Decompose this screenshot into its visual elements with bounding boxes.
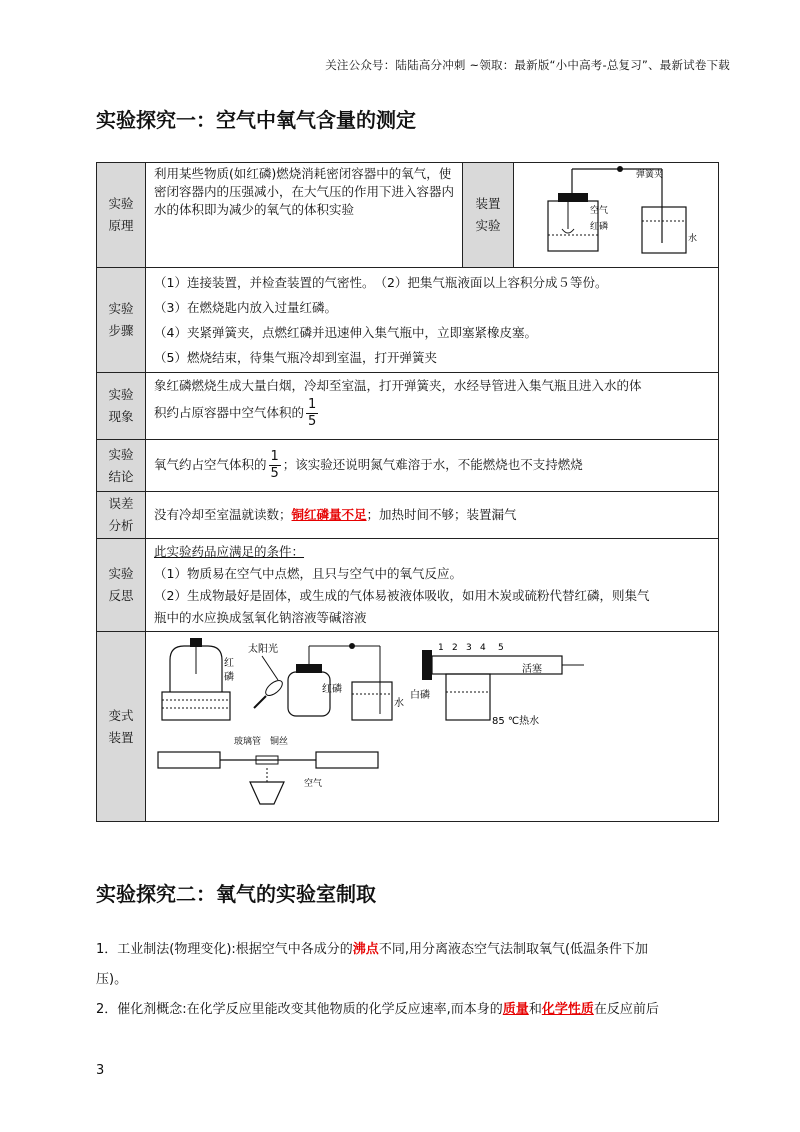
phenomenon-text: 象红磷燃烧生成大量白烟，冷却至室温，打开弹簧夹，水经导管进入集气瓶且进入水的体 积约占原容器中空气体积的 $\frac{1}{5}$	[146, 373, 719, 440]
error-text: 没有冷却至室温就读数；铜红磷量不足；加热时间不够；装置漏气	[146, 492, 719, 539]
conclusion-label: 实验 结论	[97, 440, 146, 492]
error-label: 误差 分析	[97, 492, 146, 539]
clip-icon	[617, 166, 623, 172]
experiment-table	[96, 162, 719, 822]
paragraph-1: 1．工业制法(物理变化):根据空气中各成分的沸点不同,用分离液态空气法制取氧气(低温条件下加	[96, 942, 649, 957]
water-label: 水	[688, 234, 698, 244]
sunlight-label: 太阳光	[248, 644, 278, 655]
section2-title: 实验探究二：氧气的实验室制取	[96, 882, 376, 906]
syringe-white-p-device	[410, 643, 584, 727]
header-note: 关注公众号：陆陆高分冲刺 ~领取：最新版“小中高考-总复习”、最新试卷下载	[325, 58, 730, 72]
fraction-one-fifth-2: $\frac{1}{5}$	[270, 449, 279, 481]
steps-label: 实验 步骤	[97, 268, 146, 373]
glass-tube-label: 玻璃管	[234, 737, 262, 747]
red-p2-label: 红磷	[322, 684, 342, 695]
scale-4: 4	[480, 643, 486, 653]
scale-3: 3	[466, 643, 472, 653]
paragraph-1-cont: 压)。	[96, 972, 128, 987]
air-label: 空气	[590, 206, 609, 216]
stopper	[558, 193, 588, 202]
scale-1: 1	[438, 643, 444, 653]
step-5: （5）燃烧结束，待集气瓶冷却到室温，打开弹簧夹	[154, 350, 437, 365]
copper-wire-label: 铜丝	[270, 737, 289, 747]
step-3: （3）在燃烧匙内放入过量红磷。	[154, 300, 337, 315]
step-4: （4）夹紧弹簧夹，点燃红磷并迅速伸入集气瓶中，立即塞紧橡皮塞。	[154, 325, 537, 340]
phenomenon-label: 实验 现象	[97, 373, 146, 440]
variant-figure	[146, 632, 719, 822]
conclusion-text: 氧气约占空气体积的 $\frac{1}{5}$ ；该实验还说明氮气难溶于水，不能燃烧也不支持燃烧	[146, 440, 719, 492]
hot-water-label: 85 ℃热水	[492, 716, 540, 727]
spring-clip-label: 弹簧夹	[636, 170, 664, 180]
red-p-label-a: 红	[224, 658, 234, 669]
paragraph-2: 2．催化剂概念:在化学反应里能改变其他物质的化学反应速率,而本身的质量和化学性质在反应前后	[96, 1002, 659, 1017]
principle-label: 实验 原理	[97, 163, 146, 268]
air2-label: 空气	[304, 779, 323, 789]
reflect-text: 此实验药品应满足的条件： （1）物质易在空气中点燃，且只与空气中的氧气反应。 （2）生成物最好是固体，或生成的气体易被液体吸收，如用木炭或硫粉代替红磷，则集气 瓶中的水应换成氢氧化钠溶液等碱溶液	[146, 539, 719, 632]
variant-label: 变式 装置	[97, 632, 146, 822]
bell-jar-device	[162, 638, 234, 720]
sunlight-device	[248, 642, 404, 720]
scale-5: 5	[498, 643, 504, 653]
step-1-2: （1）连接装置，并检查装置的气密性。 （2）把集气瓶液面以上容积分成５等份。	[154, 275, 608, 290]
red-p-label: 红磷	[590, 222, 609, 232]
page-number: 3	[96, 1063, 105, 1078]
principle-text: 利用某些物质(如红磷)燃烧消耗密闭容器中的氧气，使密闭容器内的压强减小，在大气压的作用下进入容器内水的体积即为减少的氧气的体积实验	[146, 163, 463, 268]
apparatus-diagram	[514, 163, 714, 263]
water2-label: 水	[394, 698, 404, 709]
reflect-label: 实验 反思	[97, 539, 146, 632]
white-p-label: 白磷	[410, 690, 430, 701]
piston-label: 活塞	[522, 664, 542, 675]
red-p-label-b: 磷	[224, 672, 234, 683]
variant-diagrams	[146, 632, 718, 818]
copper-tube-device	[158, 735, 378, 804]
water-beaker	[642, 207, 686, 253]
fraction-one-fifth: $\frac{1}{5}$	[308, 397, 317, 429]
apparatus-figure	[514, 163, 719, 268]
apparatus-label: 装置 实验	[463, 163, 514, 268]
scale-2: 2	[452, 643, 458, 653]
steps-text	[146, 268, 719, 373]
section1-title: 实验探究一：空气中氧气含量的测定	[96, 108, 416, 132]
